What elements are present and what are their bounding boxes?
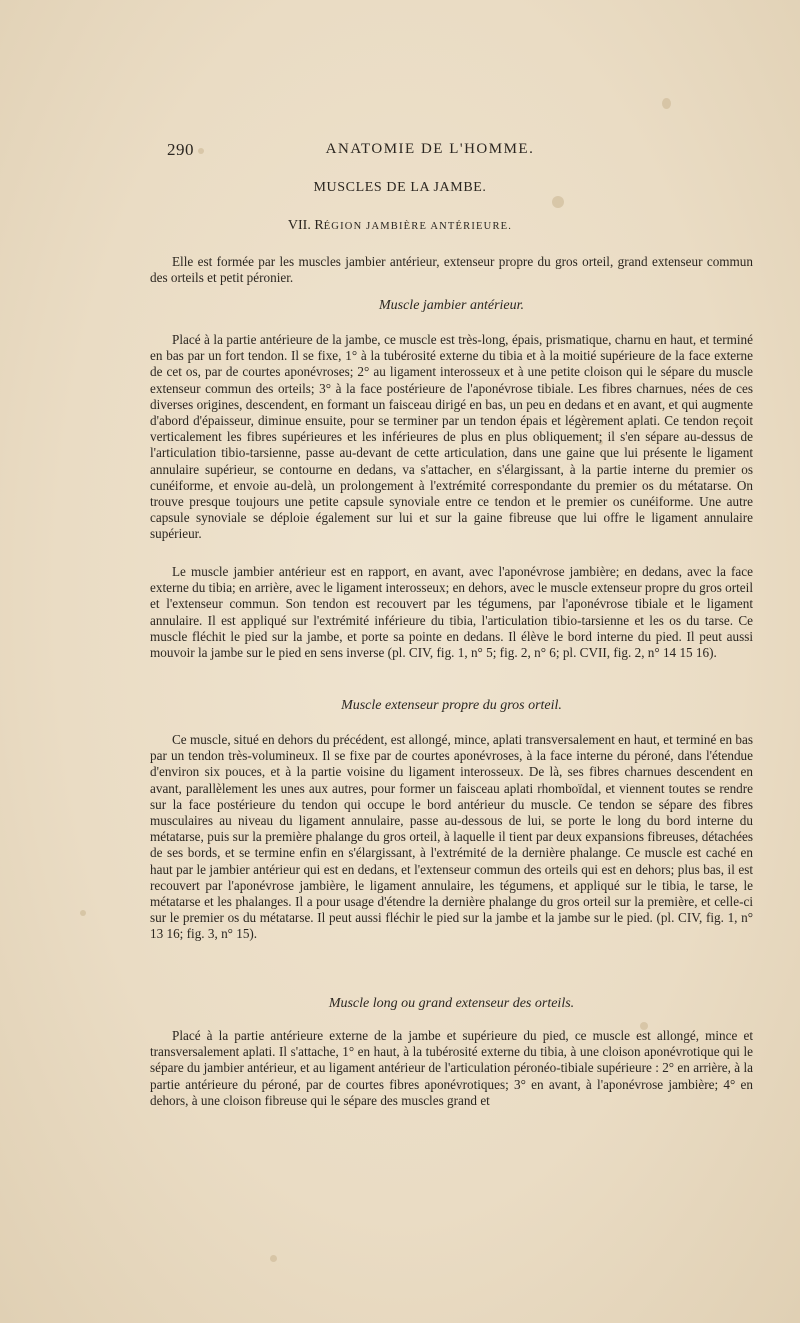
foxing-spot bbox=[80, 910, 86, 916]
foxing-spot bbox=[662, 98, 671, 109]
region-heading bbox=[0, 218, 800, 234]
muscle-1-paragraph-1: Placé à la partie antérieure de la jambe, ce muscle est très-long, épais, prismatique, charnu en haut, et terminé en bas par un fort tendon. Il se fixe, 1° à la tubérosité externe du tibia et à la moitié supérieure de la face externe de cet os, par de courtes aponévroses; 2° au ligament interosseux et à une petite cloison qui le sépare du muscle extenseur commun des orteils; 3° à la face postérieure de l'aponévrose tibiale. Les fibres charnues, nées de ces diverses origines, descendent, en formant un faisceau dirigé en bas, un peu en dedans et en avant, et qui augmente d'abord d'épaisseur, diminue ensuite, pour se terminer par un tendon épais et légèrement aplati. Ce tendon reçoit verticalement les fibres supérieures et les inférieures de plus en plus obliquement; il s'en sépare au-dessus de l'articulation tibio-tarsienne, passe au-devant de cette articulation, dans une gaine que lui présente le ligament annulaire supérieur, se contourne en dedans, va s'attacher, en s'élargissant, à la partie interne du premier os cunéiforme, et envoie au-delà, un prolongement à l'extrémité correspondante du premier os du métatarse. On trouve presque toujours une petite capsule synoviale entre ce tendon et le premier os cunéiforme. Une autre capsule synoviale se déploie également sur lui et sur la gaine fibreuse que lui offre le ligament annulaire supérieur. bbox=[150, 332, 753, 542]
muscle-3-paragraph-1: Placé à la partie antérieure externe de la jambe et supérieure du pied, ce muscle est allongé, mince et transversalement aplati. Il s'attache, 1° en haut, à la tubérosité externe du tibia, à une cloison aponévrotique qui le sépare du jambier antérieur, et au ligament antérieur de l'articulation péronéo-tibiale supérieure : 2° en arrière, à la partie antérieure du péroné, par de courtes fibres aponévrotiques; 3° en avant, à l'aponévrose jambière; 4° en dehors, à une cloison fibreuse qui le sépare des muscles grand et bbox=[150, 1028, 753, 1108]
section-title: MUSCLES DE LA JAMBE. bbox=[313, 180, 487, 195]
foxing-spot bbox=[270, 1255, 277, 1262]
region-initial: R bbox=[314, 218, 324, 233]
muscle-2-title: Muscle extenseur propre du gros orteil. bbox=[341, 698, 562, 713]
muscle-3-title: Muscle long ou grand extenseur des orteils. bbox=[328, 996, 575, 1011]
region-title: ÉGION JAMBIÈRE ANTÉRIEURE. bbox=[323, 221, 513, 232]
running-title: ANATOMIE DE L'HOMME. bbox=[325, 141, 535, 157]
muscle-2-paragraph-1: Ce muscle, situé en dehors du précédent, est allongé, mince, aplati transversalement en haut, et terminé en bas par un tendon très-volumineux. Il se fixe par de courtes aponévroses, à la face interne du péroné, dans l'étendue d'environ six pouces, et à la partie voisine du ligament interosseux. De là, ses fibres charnues descendent en avant, parallèlement les unes aux autres, pour former un faisceau aplati rhomboïdal, et viennent toutes se rendre sur la face postérieure du tendon qui occupe le bord antérieur du muscle. Ce tendon se sépare des fibres musculaires au niveau du ligament annulaire, passe au-dessous de lui, se porte le long du bord interne du métatarse, puis sur la première phalange du gros orteil, à laquelle il tient par deux expansions fibreuses, détachées de ses bords, et se termine enfin en s'élargissant, à l'extrémité de la dernière phalange. Ce muscle est caché en haut par le jambier antérieur qui est en dedans, et l'extenseur commun des orteils qui est en dehors; plus bas, il est recouvert par l'aponévrose jambière, le ligament annulaire, les tégumens, et appliqué sur le tibia, le tarse, le métatarse et les phalanges. Il a pour usage d'étendre la dernière phalange du gros orteil sur la première, et celle-ci sur le premier os du métatarse. Il peut aussi fléchir le pied sur la jambe et la jambe sur le pied. (pl. CIV, fig. 1, n° 13 16; fig. 3, n° 15). bbox=[150, 732, 753, 942]
muscle-1-title: Muscle jambier antérieur. bbox=[378, 298, 525, 313]
foxing-spot bbox=[552, 196, 564, 208]
page-number: 290 bbox=[167, 140, 194, 159]
page-header bbox=[0, 140, 800, 164]
intro-paragraph: Elle est formée par les muscles jambier antérieur, extenseur propre du gros orteil, grand extenseur commun des orteils et petit péronier. bbox=[150, 254, 753, 286]
muscle-1-paragraph-2: Le muscle jambier antérieur est en rapport, en avant, avec l'aponévrose jambière; en dedans, avec la face externe du tibia; en arrière, avec le ligament interosseux; en dehors, avec le muscle extenseur propre du gros orteil et l'extenseur commun. Son tendon est recouvert par les tégumens, par l'aponévrose tibiale et le ligament annulaire. Il est appliqué sur l'extrémité inférieure du tibia, l'articulation tibio-tarsienne et les os du tarse. Ce muscle fléchit le pied sur la jambe, et porte sa pointe en dedans. Il élève le bord interne du pied. Il peut aussi mouvoir la jambe sur le pied en sens inverse (pl. CIV, fig. 1, n° 5; fig. 2, n° 6; pl. CVII, fig. 2, n° 14 15 16). bbox=[150, 564, 753, 661]
region-number: VII. bbox=[287, 218, 311, 233]
running-title-wrap bbox=[0, 141, 800, 158]
